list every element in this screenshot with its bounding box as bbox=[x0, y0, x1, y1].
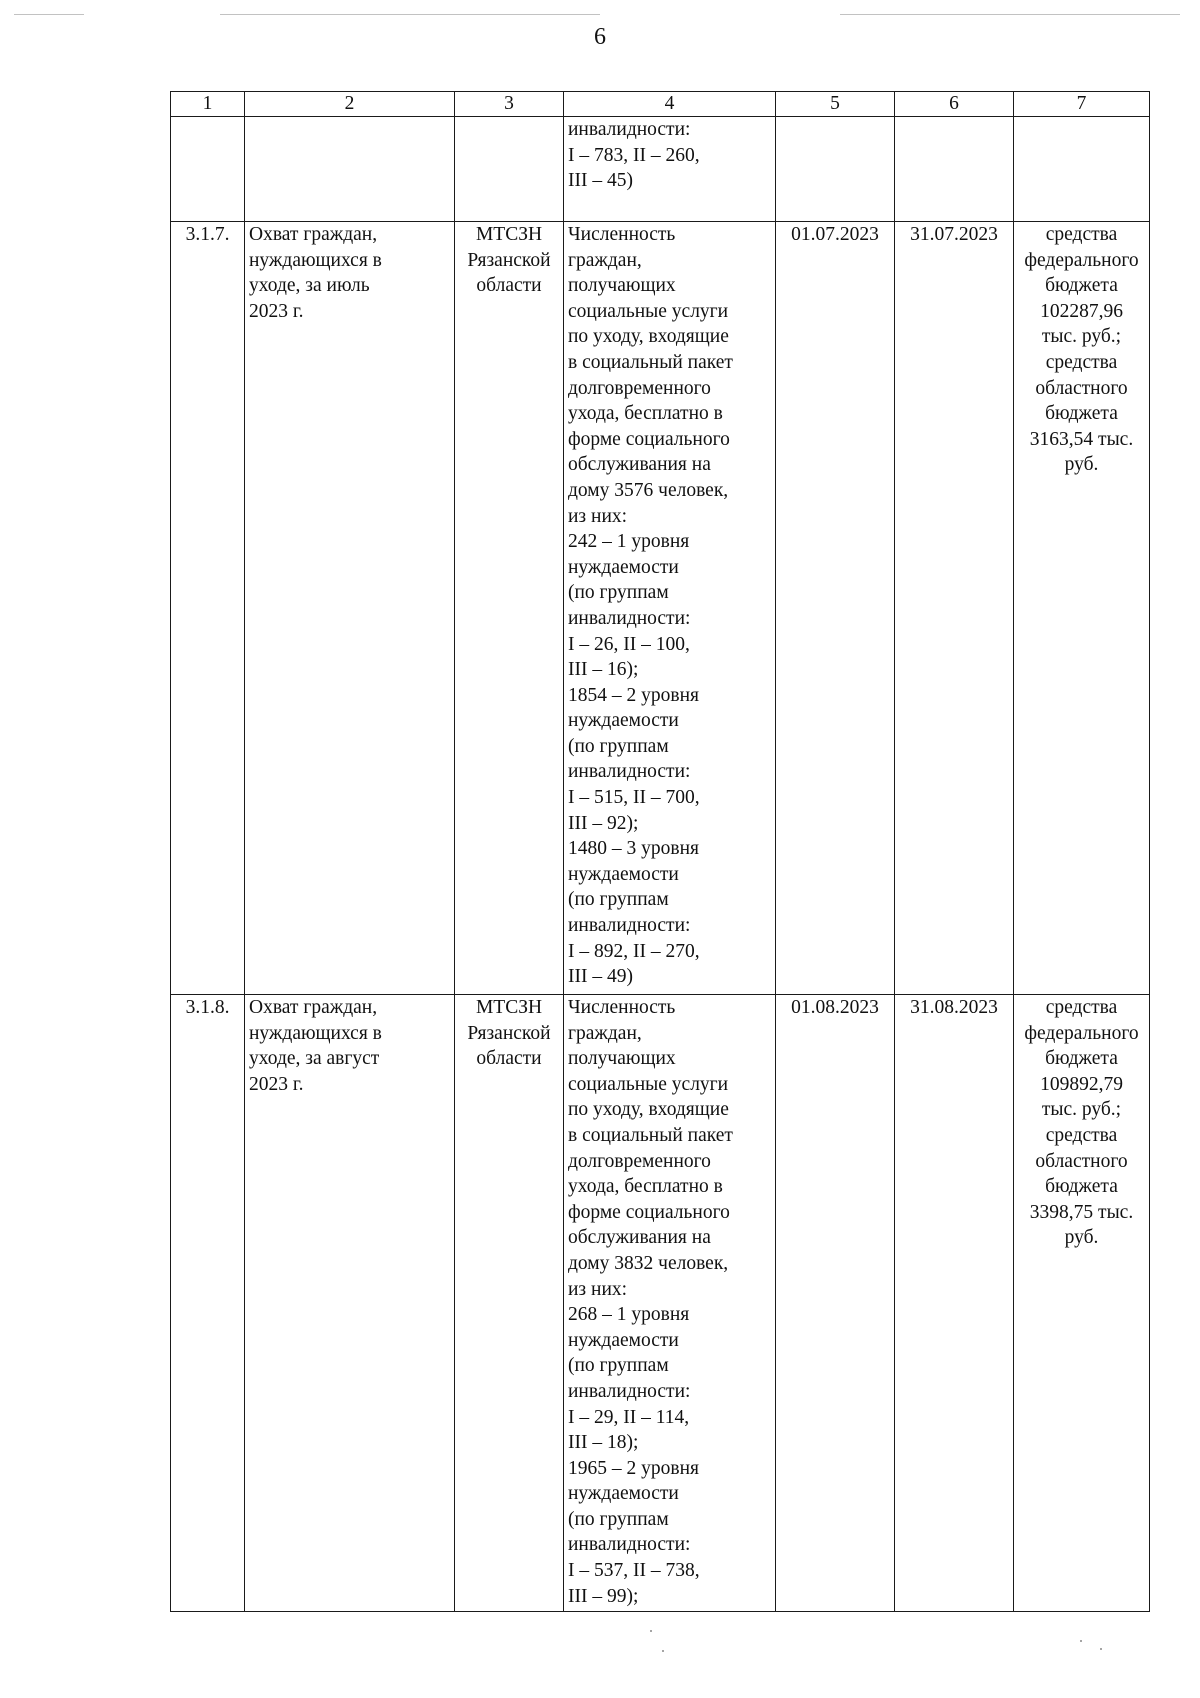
cell-text-line: I – 29, II – 114, bbox=[568, 1406, 690, 1428]
cell-text-line: форме социального bbox=[568, 1201, 730, 1223]
cell-text-line: долговременного bbox=[568, 1150, 711, 1172]
cell-text-line: инвалидности: bbox=[568, 1380, 691, 1402]
cell-start bbox=[776, 117, 895, 222]
cell-text-line: I – 515, II – 700, bbox=[568, 787, 700, 809]
cell-text-line: нуждаемости bbox=[568, 863, 679, 885]
column-header: 5 bbox=[776, 92, 895, 117]
cell-text-line: МТСЗН bbox=[475, 997, 543, 1018]
cell-text-line: получающих bbox=[568, 275, 676, 297]
cell-text-line: федерального bbox=[1024, 1022, 1139, 1044]
cell-text-line: 109892,79 bbox=[1040, 1073, 1123, 1095]
cell-text-line: 268 – 1 уровня bbox=[568, 1304, 690, 1326]
cell-text-line: (по группам bbox=[568, 889, 669, 911]
cell-text-line: Численность bbox=[568, 997, 676, 1018]
table-header-row bbox=[171, 92, 1150, 117]
cell-executor bbox=[455, 117, 564, 222]
cell-indicator bbox=[564, 117, 776, 222]
cell-text-line: бюджета bbox=[1045, 403, 1118, 425]
cell-text-line: области bbox=[476, 1048, 542, 1070]
cell-text-line: 1854 – 2 уровня bbox=[568, 684, 699, 706]
cell-text-line: обслуживания на bbox=[568, 1227, 711, 1249]
cell-text-line: по уходу, входящие bbox=[568, 1099, 729, 1121]
cell-text-line: бюджета bbox=[1045, 275, 1118, 297]
cell-text-line: инвалидности: bbox=[568, 1534, 691, 1556]
cell-text-line: (по группам bbox=[568, 1508, 669, 1530]
scan-speck bbox=[662, 1650, 664, 1652]
cell-text-line: Охват граждан, bbox=[249, 224, 378, 245]
cell-executor bbox=[455, 995, 564, 1612]
cell-text-line: I – 26, II – 100, bbox=[568, 633, 690, 655]
cell-text-line: III – 16); bbox=[568, 659, 639, 681]
scan-speck bbox=[650, 1630, 652, 1632]
cell-text-line: (по группам bbox=[568, 735, 669, 757]
plan-table bbox=[170, 91, 1150, 1612]
cell-event bbox=[245, 995, 455, 1612]
scan-artifact-top-middle bbox=[220, 14, 600, 15]
cell-text-line: области bbox=[476, 275, 542, 297]
cell-text-line: социальные услуги bbox=[568, 1073, 729, 1095]
cell-text-line: 2023 г. bbox=[249, 300, 304, 322]
cell-text-line: бюджета bbox=[1045, 1176, 1118, 1198]
cell-text-line: граждан, bbox=[568, 249, 642, 271]
cell-end: 31.07.2023 bbox=[895, 222, 1014, 995]
cell-text-line: 3163,54 тыс. bbox=[1029, 428, 1134, 450]
cell-text-line: нуждаемости bbox=[568, 710, 679, 732]
cell-num: 3.1.8. bbox=[171, 995, 245, 1612]
cell-text-line: инвалидности: bbox=[568, 761, 691, 783]
cell-text-line: инвалидности: bbox=[568, 915, 691, 937]
cell-text-line: тыс. руб.; bbox=[1041, 1099, 1122, 1121]
cell-text-line: нуждаемости bbox=[568, 1483, 679, 1505]
column-header: 1 bbox=[171, 92, 245, 117]
table-row bbox=[171, 995, 1150, 1612]
cell-text-line: обслуживания на bbox=[568, 454, 711, 476]
cell-funding bbox=[1014, 995, 1150, 1612]
cell-text-line: средства bbox=[1045, 224, 1118, 245]
column-header: 6 bbox=[895, 92, 1014, 117]
cell-text-line: Охват граждан, bbox=[249, 997, 378, 1018]
cell-text-line: ухода, бесплатно в bbox=[568, 1176, 723, 1198]
scan-artifact-top-left bbox=[14, 14, 84, 15]
cell-text-line: бюджета bbox=[1045, 1048, 1118, 1070]
cell-text-line: I – 892, II – 270, bbox=[568, 940, 700, 962]
column-header: 2 bbox=[245, 92, 455, 117]
cell-funding bbox=[1014, 117, 1150, 222]
cell-indicator bbox=[564, 995, 776, 1612]
cell-text-line: Численность bbox=[568, 224, 676, 245]
page-number: 6 bbox=[594, 24, 606, 50]
cell-text-line: областного bbox=[1035, 377, 1128, 399]
cell-text-line: дому 3576 человек, bbox=[568, 479, 729, 501]
cell-num bbox=[171, 117, 245, 222]
cell-text-line: I – 537, II – 738, bbox=[568, 1560, 700, 1582]
cell-text-line: из них: bbox=[568, 1278, 628, 1300]
cell-text-line: Рязанской bbox=[467, 249, 551, 271]
cell-text-line: в социальный пакет bbox=[568, 1124, 733, 1146]
table-row-continuation bbox=[171, 117, 1150, 222]
cell-text-line: III – 18); bbox=[568, 1432, 639, 1454]
cell-text-line: III – 49) bbox=[568, 966, 633, 988]
cell-text-line: I – 783, II – 260, bbox=[568, 144, 700, 166]
cell-indicator bbox=[564, 222, 776, 995]
cell-text-line: областного bbox=[1035, 1150, 1128, 1172]
cell-text-line: (по группам bbox=[568, 582, 669, 604]
cell-event bbox=[245, 222, 455, 995]
cell-text-line: граждан, bbox=[568, 1022, 642, 1044]
cell-text-line: МТСЗН bbox=[475, 224, 543, 245]
cell-text-line: III – 92); bbox=[568, 812, 639, 834]
cell-text-line: тыс. руб.; bbox=[1041, 326, 1122, 348]
cell-text-line: 3398,75 тыс. bbox=[1029, 1201, 1134, 1223]
cell-num: 3.1.7. bbox=[171, 222, 245, 995]
cell-start: 01.07.2023 bbox=[776, 222, 895, 995]
cell-text-line: Рязанской bbox=[467, 1022, 551, 1044]
cell-text-line: в социальный пакет bbox=[568, 351, 733, 373]
cell-text-line: 1480 – 3 уровня bbox=[568, 838, 699, 860]
column-header: 7 bbox=[1014, 92, 1150, 117]
cell-text-line: уходе, за июль bbox=[249, 275, 370, 297]
column-header: 4 bbox=[564, 92, 776, 117]
cell-text-line: 1965 – 2 уровня bbox=[568, 1457, 699, 1479]
cell-text-line: III – 45) bbox=[568, 170, 633, 192]
scan-artifact-top-right bbox=[840, 14, 1180, 15]
cell-text-line: III – 99); bbox=[568, 1585, 639, 1607]
cell-text-line: ухода, бесплатно в bbox=[568, 403, 723, 425]
cell-text-line: дому 3832 человек, bbox=[568, 1252, 729, 1274]
scan-speck bbox=[1100, 1648, 1102, 1650]
cell-end: 31.08.2023 bbox=[895, 995, 1014, 1612]
cell-text-line: федерального bbox=[1024, 249, 1139, 271]
cell-text-line: средства bbox=[1045, 351, 1118, 373]
cell-text-line: 242 – 1 уровня bbox=[568, 531, 690, 553]
cell-text-line: по уходу, входящие bbox=[568, 326, 729, 348]
cell-text-line: нуждающихся в bbox=[249, 1022, 382, 1044]
cell-text-line: 102287,96 bbox=[1040, 300, 1123, 322]
cell-text-line: средства bbox=[1045, 1124, 1118, 1146]
cell-text-line: нуждаемости bbox=[568, 556, 679, 578]
cell-executor bbox=[455, 222, 564, 995]
cell-text-line: нуждающихся в bbox=[249, 249, 382, 271]
cell-text-line: из них: bbox=[568, 505, 628, 527]
cell-text-line: 2023 г. bbox=[249, 1073, 304, 1095]
cell-text-line: долговременного bbox=[568, 377, 711, 399]
cell-event bbox=[245, 117, 455, 222]
cell-text-line: получающих bbox=[568, 1048, 676, 1070]
cell-text-line: руб. bbox=[1064, 1227, 1099, 1249]
cell-text-line: (по группам bbox=[568, 1355, 669, 1377]
cell-text-line: инвалидности: bbox=[568, 119, 691, 140]
cell-text-line: инвалидности: bbox=[568, 607, 691, 629]
column-header: 3 bbox=[455, 92, 564, 117]
cell-text-line: уходе, за август bbox=[249, 1048, 380, 1070]
cell-funding bbox=[1014, 222, 1150, 995]
cell-text-line: нуждаемости bbox=[568, 1329, 679, 1351]
cell-text-line: руб. bbox=[1064, 454, 1099, 476]
cell-text-line: форме социального bbox=[568, 428, 730, 450]
cell-end bbox=[895, 117, 1014, 222]
scan-speck bbox=[1080, 1640, 1082, 1642]
table-row bbox=[171, 222, 1150, 995]
cell-text-line: социальные услуги bbox=[568, 300, 729, 322]
cell-text-line: средства bbox=[1045, 997, 1118, 1018]
cell-start: 01.08.2023 bbox=[776, 995, 895, 1612]
